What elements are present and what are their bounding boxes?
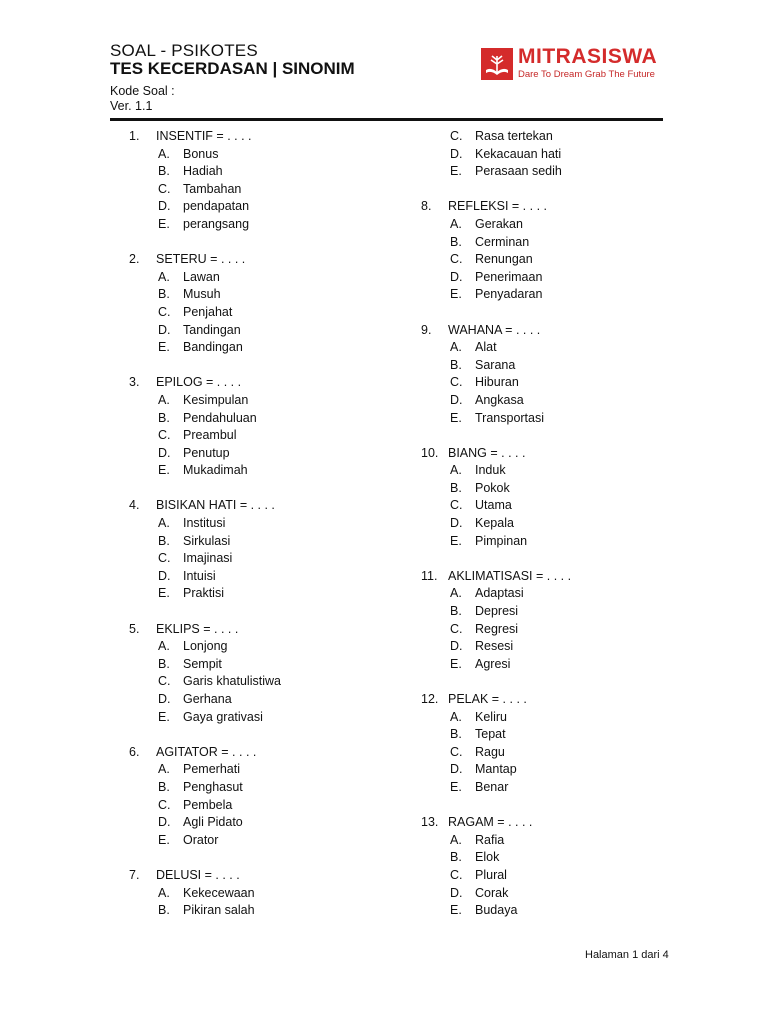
- option-label: E.: [450, 533, 462, 548]
- option-label: B.: [450, 850, 462, 865]
- option-text: Agli Pidato: [183, 815, 243, 830]
- option-text: Perasaan sedih: [475, 164, 562, 179]
- option-text: Penerimaan: [475, 269, 543, 284]
- answer-option: [129, 322, 281, 340]
- option-label: B.: [158, 287, 170, 302]
- version: Ver. 1.1: [110, 99, 153, 113]
- answer-option: [421, 480, 571, 498]
- answer-option: [421, 585, 571, 603]
- option-text: Bonus: [183, 146, 219, 161]
- answer-option: [129, 761, 281, 779]
- option-label: C.: [450, 744, 463, 759]
- option-label: B.: [158, 779, 170, 794]
- answer-option: [421, 234, 571, 252]
- option-label: B.: [450, 357, 462, 372]
- option-label: C.: [158, 304, 171, 319]
- answer-option: [129, 427, 281, 445]
- spacer: [129, 603, 281, 621]
- option-label: E.: [158, 709, 170, 724]
- option-text: Agresi: [475, 656, 511, 671]
- option-label: D.: [158, 568, 171, 583]
- option-text: Pokok: [475, 480, 510, 495]
- answer-option: [129, 533, 281, 551]
- option-label: E.: [450, 656, 462, 671]
- option-text: Depresi: [475, 604, 519, 619]
- question-item: [129, 867, 281, 920]
- answer-option: [129, 146, 281, 164]
- answer-option: [129, 216, 281, 234]
- answer-option: [129, 779, 281, 797]
- option-text: Renungan: [475, 252, 533, 267]
- spacer: [129, 726, 281, 744]
- question-number: 5.: [129, 621, 140, 636]
- question-item: [421, 322, 571, 428]
- question-word: BIANG = . . . .: [448, 445, 526, 460]
- option-label: E.: [158, 586, 170, 601]
- option-label: E.: [158, 463, 170, 478]
- answer-option: [421, 832, 571, 850]
- answer-option: [421, 885, 571, 903]
- question-item: [129, 128, 281, 234]
- book-tree-icon: [481, 48, 513, 80]
- option-label: D.: [450, 516, 463, 531]
- answer-option: [421, 621, 571, 639]
- answer-option: [421, 638, 571, 656]
- option-label: C.: [450, 621, 463, 636]
- option-label: B.: [158, 410, 170, 425]
- option-label: B.: [450, 604, 462, 619]
- answer-option: [421, 497, 571, 515]
- option-label: C.: [158, 797, 171, 812]
- question-number: 7.: [129, 867, 140, 882]
- answer-option: [129, 286, 281, 304]
- mitrasiswa-logo: [481, 45, 661, 80]
- answer-option: [421, 410, 571, 428]
- question-line: [421, 691, 571, 709]
- question-line: [129, 744, 281, 762]
- option-label: E.: [450, 903, 462, 918]
- answer-option: [421, 269, 571, 287]
- doc-title: TES KECERDASAN | SINONIM: [110, 59, 355, 78]
- option-text: Pembela: [183, 797, 233, 812]
- answer-option: [421, 902, 571, 920]
- option-label: B.: [450, 234, 462, 249]
- option-text: Pikiran salah: [183, 903, 255, 918]
- question-number: 4.: [129, 498, 140, 513]
- answer-option: [421, 709, 571, 727]
- option-text: Tepat: [475, 727, 506, 742]
- answer-option: [129, 638, 281, 656]
- option-text: Penutup: [183, 445, 230, 460]
- question-line: [129, 497, 281, 515]
- question-word: EKLIPS = . . . .: [156, 621, 239, 636]
- answer-option: [129, 515, 281, 533]
- option-text: Rafia: [475, 832, 505, 847]
- option-label: D.: [450, 146, 463, 161]
- question-item: [129, 251, 281, 357]
- option-label: A.: [158, 885, 170, 900]
- option-text: Preambul: [183, 428, 237, 443]
- question-word: AGITATOR = . . . .: [156, 744, 257, 759]
- option-text: Kekecewaan: [183, 885, 255, 900]
- option-text: Garis khatulistiwa: [183, 674, 281, 689]
- option-text: Gerakan: [475, 216, 523, 231]
- option-text: Regresi: [475, 621, 519, 636]
- option-text: Alat: [475, 340, 497, 355]
- answer-option: [129, 709, 281, 727]
- question-line: [421, 198, 571, 216]
- question-word: BISIKAN HATI = . . . .: [156, 498, 275, 513]
- option-label: E.: [158, 216, 170, 231]
- question-word: REFLEKSI = . . . .: [448, 199, 547, 214]
- question-item: [421, 445, 571, 551]
- option-text: Tandingan: [183, 322, 241, 337]
- answer-option: [421, 603, 571, 621]
- option-label: D.: [158, 815, 171, 830]
- option-label: B.: [158, 903, 170, 918]
- option-label: D.: [158, 322, 171, 337]
- question-number: 8.: [421, 199, 432, 214]
- option-label: A.: [158, 392, 170, 407]
- spacer: [129, 849, 281, 867]
- option-text: Tambahan: [183, 181, 242, 196]
- option-text: Cerminan: [475, 234, 530, 249]
- option-label: B.: [450, 480, 462, 495]
- option-label: A.: [450, 216, 462, 231]
- answer-option: [129, 550, 281, 568]
- answer-option: [129, 410, 281, 428]
- answer-option: [421, 462, 571, 480]
- question-item: [129, 744, 281, 850]
- spacer: [421, 797, 571, 815]
- option-text: Penjahat: [183, 304, 233, 319]
- option-text: Kepala: [475, 516, 514, 531]
- spacer: [421, 304, 571, 322]
- question-line: [421, 445, 571, 463]
- option-label: A.: [450, 340, 462, 355]
- option-label: C.: [450, 129, 463, 143]
- question-line: [129, 374, 281, 392]
- option-label: A.: [450, 463, 462, 478]
- option-text: Keliru: [475, 709, 507, 724]
- option-text: pendapatan: [183, 199, 250, 214]
- answer-option: [421, 146, 571, 164]
- question-line: [421, 322, 571, 340]
- question-line: [421, 568, 571, 586]
- answer-option: [421, 533, 571, 551]
- option-label: C.: [450, 498, 463, 513]
- question-line: [129, 621, 281, 639]
- option-text: Mantap: [475, 762, 517, 777]
- question-number: 3.: [129, 375, 140, 390]
- option-label: E.: [450, 410, 462, 425]
- question-word: SETERU = . . . .: [156, 252, 246, 267]
- question-word: PELAK = . . . .: [448, 692, 527, 706]
- question-number: 13.: [421, 815, 439, 830]
- right-column: [421, 128, 571, 920]
- option-text: Penghasut: [183, 779, 243, 794]
- option-text: Corak: [475, 885, 509, 900]
- question-number: 6.: [129, 744, 140, 759]
- question-item: [421, 198, 571, 304]
- answer-option: [129, 832, 281, 850]
- question-number: 10.: [421, 445, 439, 460]
- question-number: 9.: [421, 322, 432, 337]
- answer-option: [129, 198, 281, 216]
- option-text: Utama: [475, 498, 512, 513]
- option-label: C.: [158, 551, 171, 566]
- option-text: Benar: [475, 779, 509, 794]
- option-label: A.: [158, 762, 170, 777]
- option-text: Plural: [475, 867, 507, 882]
- question-item: [129, 374, 281, 480]
- option-label: E.: [450, 779, 462, 794]
- answer-option: [129, 568, 281, 586]
- option-text: Adaptasi: [475, 586, 524, 601]
- option-text: Induk: [475, 463, 506, 478]
- spacer: [129, 357, 281, 375]
- answer-option: [129, 585, 281, 603]
- answer-option: [421, 216, 571, 234]
- question-item: [421, 568, 571, 674]
- option-text: Orator: [183, 832, 219, 847]
- option-text: Budaya: [475, 903, 518, 918]
- option-text: Pemerhati: [183, 762, 240, 777]
- option-text: Sempit: [183, 656, 222, 671]
- option-text: Kekacauan hati: [475, 146, 562, 161]
- option-label: A.: [450, 832, 462, 847]
- answer-option: [129, 269, 281, 287]
- doc-subtitle: SOAL - PSIKOTES: [110, 41, 258, 60]
- spacer: [421, 181, 571, 199]
- spacer: [129, 234, 281, 252]
- answer-option: [421, 374, 571, 392]
- option-text: Ragu: [475, 744, 505, 759]
- option-label: C.: [158, 181, 171, 196]
- answer-option: [421, 656, 571, 674]
- option-text: Sirkulasi: [183, 533, 231, 548]
- spacer: [421, 673, 571, 691]
- spacer: [421, 427, 571, 445]
- answer-option: [421, 357, 571, 375]
- option-text: Bandingan: [183, 340, 243, 355]
- question-number: 11.: [421, 568, 438, 583]
- option-label: D.: [158, 445, 171, 460]
- option-label: E.: [450, 287, 462, 302]
- answer-option: [129, 339, 281, 357]
- option-text: Sarana: [475, 357, 516, 372]
- option-label: A.: [158, 269, 170, 284]
- answer-option: [129, 902, 281, 920]
- question-line: [129, 251, 281, 269]
- option-text: Hadiah: [183, 164, 223, 179]
- answer-option: [129, 885, 281, 903]
- logo-name: MITRASISWA: [518, 45, 658, 68]
- answer-option: [421, 761, 571, 779]
- option-text: Hiburan: [475, 375, 519, 390]
- option-text: perangsang: [183, 216, 250, 231]
- question-item: [129, 621, 281, 727]
- spacer: [129, 480, 281, 498]
- option-label: C.: [450, 252, 463, 267]
- option-text: Rasa tertekan: [475, 129, 553, 143]
- option-label: D.: [450, 269, 463, 284]
- option-label: B.: [158, 656, 170, 671]
- answer-option: [129, 163, 281, 181]
- option-text: Resesi: [475, 639, 514, 654]
- answer-option: [421, 744, 571, 762]
- option-text: Kesimpulan: [183, 392, 249, 407]
- answer-option: [421, 779, 571, 797]
- question-word: DELUSI = . . . .: [156, 867, 240, 882]
- question-word: WAHANA = . . . .: [448, 322, 541, 337]
- answer-option: [421, 392, 571, 410]
- option-label: B.: [158, 533, 170, 548]
- question-item: [421, 691, 571, 797]
- option-text: Mukadimah: [183, 463, 248, 478]
- option-text: Pendahuluan: [183, 410, 257, 425]
- option-text: Praktisi: [183, 586, 224, 601]
- option-label: D.: [450, 885, 463, 900]
- option-label: C.: [450, 867, 463, 882]
- answer-option: [129, 656, 281, 674]
- question-number: 2.: [129, 252, 140, 267]
- option-label: C.: [158, 428, 171, 443]
- option-text: Imajinasi: [183, 551, 233, 566]
- header-divider: [110, 118, 663, 121]
- spacer: [421, 550, 571, 568]
- question-number: 1.: [129, 129, 140, 143]
- option-label: A.: [450, 586, 462, 601]
- option-text: Intuisi: [183, 568, 216, 583]
- answer-option: [129, 392, 281, 410]
- option-text: Angkasa: [475, 392, 524, 407]
- option-text: Elok: [475, 850, 500, 865]
- option-label: D.: [450, 762, 463, 777]
- option-label: E.: [450, 164, 462, 179]
- option-label: C.: [158, 674, 171, 689]
- option-label: D.: [450, 392, 463, 407]
- option-text: Gerhana: [183, 692, 232, 706]
- answer-option: [129, 181, 281, 199]
- option-label: A.: [158, 146, 170, 161]
- option-text: Lawan: [183, 269, 220, 284]
- answer-option: [421, 163, 571, 181]
- question-word: RAGAM = . . . .: [448, 815, 533, 830]
- answer-option: [129, 445, 281, 463]
- logo-tagline: Dare To Dream Grab The Future: [518, 69, 655, 80]
- option-text: Pimpinan: [475, 533, 528, 548]
- option-label: C.: [450, 375, 463, 390]
- question-number: 12.: [421, 692, 439, 706]
- option-text: Musuh: [183, 287, 221, 302]
- option-label: D.: [158, 199, 171, 214]
- answer-option: [421, 251, 571, 269]
- option-label: A.: [158, 516, 170, 531]
- page-number: Halaman 1 dari 4: [585, 949, 669, 961]
- option-label: B.: [158, 164, 170, 179]
- option-text: Institusi: [183, 516, 226, 531]
- question-item: [129, 497, 281, 603]
- question-word: EPILOG = . . . .: [156, 375, 242, 390]
- answer-option: [421, 128, 571, 146]
- question-line: [129, 128, 281, 146]
- answer-option: [129, 462, 281, 480]
- option-label: D.: [158, 692, 171, 706]
- option-label: D.: [450, 639, 463, 654]
- option-label: E.: [158, 832, 170, 847]
- option-label: A.: [158, 639, 170, 654]
- answer-option: [129, 814, 281, 832]
- answer-option: [421, 726, 571, 744]
- answer-option: [129, 304, 281, 322]
- option-text: Gaya grativasi: [183, 709, 263, 724]
- question-line: [129, 867, 281, 885]
- option-text: Lonjong: [183, 639, 228, 654]
- question-word: INSENTIF = . . . .: [156, 129, 252, 143]
- question-word: AKLIMATISASI = . . . .: [448, 568, 572, 583]
- question-line: [421, 814, 571, 832]
- answer-option: [421, 867, 571, 885]
- answer-option: [421, 515, 571, 533]
- answer-option: [129, 691, 281, 709]
- option-label: B.: [450, 727, 462, 742]
- answer-option: [129, 673, 281, 691]
- option-label: E.: [158, 340, 170, 355]
- left-column: [129, 128, 281, 920]
- question-item: [421, 814, 571, 920]
- kode-soal: Kode Soal :: [110, 84, 175, 98]
- answer-option: [129, 797, 281, 815]
- answer-option: [421, 849, 571, 867]
- option-text: Penyadaran: [475, 287, 543, 302]
- option-label: A.: [450, 709, 462, 724]
- answer-option: [421, 286, 571, 304]
- answer-option: [421, 339, 571, 357]
- option-text: Transportasi: [475, 410, 545, 425]
